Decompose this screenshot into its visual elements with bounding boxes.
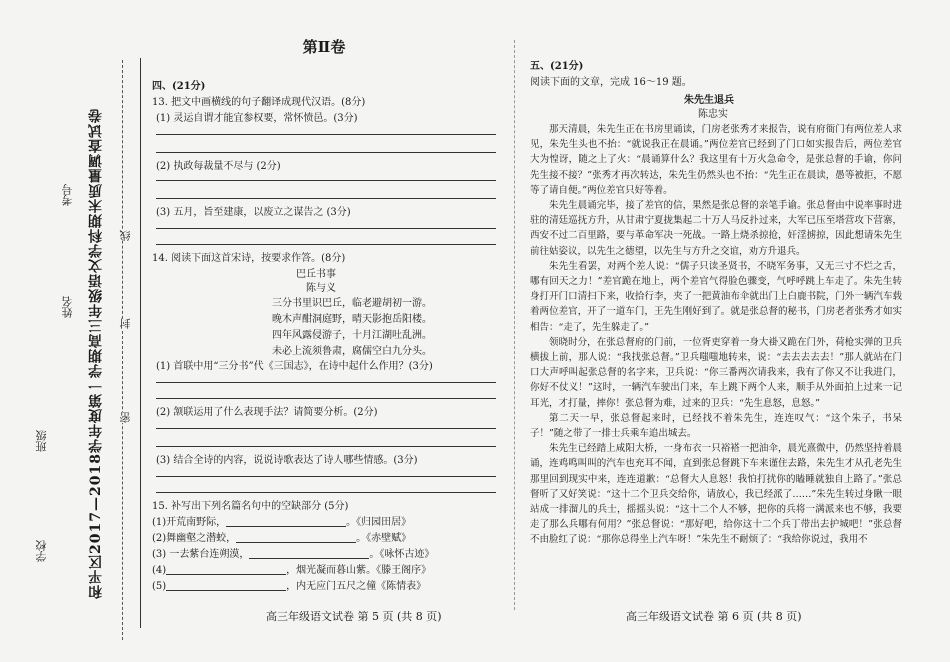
page-title: 第Ⅱ卷 <box>302 38 346 56</box>
fill-blank-line[interactable] <box>166 590 286 591</box>
answer-line[interactable] <box>156 428 496 429</box>
answer-line[interactable] <box>156 382 496 383</box>
question-15: 15. 补写出下列名篇名句中的空缺部分 (5分) <box>152 501 349 512</box>
section-five-heading: 五、(21分) <box>530 61 584 72</box>
poem-line: 未必上流须鲁肃，腐儒空白九分头。 <box>272 346 432 357</box>
question-13-1: (1) 灵运自谓才能宜参权要，常怀愤邑。(3分) <box>156 113 358 124</box>
article-paragraph: 朱先生已经踏上咸阳大桥，一身布衣一只裕褡一把油伞，晨光熹微中，仍然坚持着晨诵，连鸡鸣叫叫的汽车也充耳不闻，直到张总督跳下车来谨住去路，朱先生才从孔老先生那里回到现实中来，连连道歉：“总督大人息怒！我怕打扰你的瞌睡就独自上路了。”张总督听了又好笑说：“这十二个卫兵交给你，请放心，我已经派了……”朱先生转过身瞅一眼站成一排溜儿的兵士，摇摇头说：“这十二个人不够，把你的兵将一满派来也不够，我要走了那么兵哪有何用？”张总督说：“那好吧，给你这十二个兵丁带出去护城吧！”张总督不由脸红了说：“那你总得坐上汽车呀！”朱先生不耐烦了：“我给你说过，我用不 <box>530 443 902 546</box>
question-14-3: (3) 结合全诗的内容，说说诗歌表达了诗人哪些情感。(3分) <box>156 455 418 466</box>
left-page <box>148 0 500 662</box>
fill-blank-prefix: (3) 一去紫台连朔漠， <box>152 549 250 560</box>
question-13-2: (2) 执政每裁量不尽与 (2分) <box>156 161 281 172</box>
poem-line: 四年风露侵游子，十月江湖吐乱洲。 <box>272 330 432 341</box>
fill-blank-prefix: (1)开荒南野际， <box>152 517 227 528</box>
question-14-1: (1) 首联中用“三分书”代《三国志》，在诗中起什么作用？(3分) <box>156 361 433 372</box>
answer-line[interactable] <box>156 134 496 135</box>
fill-blank-item <box>152 532 411 545</box>
article-paragraph: 第二天一早，张总督起来时，已经找不着朱先生，连连叹气：“这个朱子，书呆子！”随之带了一排士兵乘车追出城去。 <box>530 412 902 440</box>
name-label: 姓名 <box>61 296 74 318</box>
reading-intro: 阅读下面的文章，完成 16～19 题。 <box>530 77 692 88</box>
exam-no-label: 考号 <box>61 184 74 206</box>
fill-blank-prefix: (5) <box>152 581 167 592</box>
article-paragraph: 朱先生看罢，对两个差人说：“儒子只读圣贤书，不晓军务事，又无三寸不烂之舌，哪有回天之力！”差官跪在地上，两个差官气得脸色骤变，气呼呼跳上车走了。朱先生转身打开门口清扫下来，收拾行李，夹了一把黄油布伞就出门上白鹿书院，门外一辆汽车载着两位差官，开了一道车门，王先生刚好到了。就是张总督的秘书，门房老者张秀才如实相告：“走了，先生躲走了。” <box>530 260 902 333</box>
fill-blank-item <box>152 580 426 593</box>
article-paragraph: 领晓时分，在张总督府的门前，一位胥吏穿着一身大褂又跪在门外，荷枪实弹的卫兵横拔上前，那人说：“我找张总督。”卫兵嗤嗤地转来，说：“去去去去去！”那人就站在门口大声呼叫起张总督的名字来，卫兵说：“你三番两次请我来，我有了你又不让我进门，你好不仗义！”这时，一辆汽车驶出门来，车上跳下两个人来，顺手从外面拍上过来一记耳光，才打量，摔你！张总督为难，过来的卫兵：“先生息怒，息怒。” <box>530 336 902 409</box>
fill-blank-item <box>152 516 411 529</box>
left-frame-line <box>140 58 141 628</box>
fill-blank-suffix: ，烟光凝而暮山紫。《滕王阁序》 <box>286 565 432 576</box>
fill-blank-suffix: ，内无应门五尺之僮《陈情表》 <box>286 581 427 592</box>
article-paragraph: 朱先生晨诵完毕，接了差官的信，果然是张总督的亲笔手谕。张总督由中说率事时进驻的清廷巡抚方升，从甘肃宁夏拢集起二十万人马反扑过来，大军已压至塔营攻下营寨，西安不过二百里路，要与革命军决一死战。一路上烧杀掠抢，奸淫掳掠，因此想请朱先生前往姑姿议，以先生之德望，以先生与方升之交谊，劝方升退兵。 <box>530 200 902 257</box>
poem-author: 陈与义 <box>306 283 336 294</box>
right-page <box>530 0 910 662</box>
fill-blank-item <box>152 564 431 577</box>
article-body <box>530 122 902 602</box>
binding-margin <box>0 0 140 662</box>
page-footer: 高三年级语文试卷 第 5 页 (共 8 页) <box>266 610 442 623</box>
answer-line[interactable] <box>156 180 496 181</box>
answer-line[interactable] <box>156 476 496 477</box>
poem-line: 晚木声酣洞庭野，晴天影抱岳阳楼。 <box>272 314 432 325</box>
page-footer: 高三年级语文试卷 第 6 页 (共 8 页) <box>626 610 802 623</box>
fill-blank-suffix: 。《赤壁赋》 <box>356 533 412 544</box>
fill-blank-line[interactable] <box>236 542 356 543</box>
school-label: 学校 <box>35 540 48 562</box>
fill-blank-line[interactable] <box>226 526 346 527</box>
answer-line[interactable] <box>156 492 496 493</box>
question-13-3: (3) 五月，旨至建康，以废立之谋告之 (3分) <box>156 207 351 218</box>
binding-dashed-line <box>122 60 123 640</box>
answer-line[interactable] <box>156 198 496 199</box>
answer-line[interactable] <box>156 244 496 245</box>
answer-line[interactable] <box>156 228 496 229</box>
fill-blank-suffix: 。《归园田居》 <box>346 517 412 528</box>
exam-title-vertical: 和平区2017—2018学年度第一学期高三年级语文学科期末质量调查试卷 <box>88 108 104 599</box>
answer-line[interactable] <box>156 398 496 399</box>
answer-line[interactable] <box>156 446 496 447</box>
question-13: 13. 把文中画横线的句子翻译成现代汉语。(8分) <box>152 97 366 108</box>
binding-mark-mi: 密 <box>119 412 132 423</box>
fill-blank-item <box>152 548 434 561</box>
question-14-2: (2) 颔联运用了什么表现手法？请简要分析。(2分) <box>156 407 378 418</box>
article-paragraph: 那天清晨，朱先生正在书房里诵读，门房老张秀才来报告，说有府衙门有两位差人求见，朱先生头也不抬：“就说我正在晨诵。”两位差官已经到了门口如实报告后，两位差官大为惶讶，随之上了火：“晨诵算什么？我这里有十万火急命令，是张总督的手谕，你问先生接不接？”张秀才再次转达，朱先生仍然头也不抬：“先生正在晨读，愚等被拒，不愿等了请自便。”两位差官只好等着。 <box>530 124 902 196</box>
article-title: 朱先生退兵 <box>684 95 734 106</box>
fill-blank-prefix: (4) <box>152 565 167 576</box>
fill-blank-line[interactable] <box>249 558 369 559</box>
fill-blank-prefix: (2)舞幽壑之潜蛟， <box>152 533 237 544</box>
binding-mark-feng: 封 <box>119 318 132 329</box>
question-14: 14. 阅读下面这首宋诗，按要求作答。(8分) <box>152 253 346 264</box>
class-label: 班级 <box>35 430 48 452</box>
article-author: 陈忠实 <box>698 109 728 120</box>
section-four-heading: 四、(21分) <box>152 81 206 92</box>
fill-blank-line[interactable] <box>166 574 286 575</box>
poem-title: 巴丘书事 <box>296 269 336 280</box>
fill-blank-suffix: 。《咏怀古迹》 <box>369 549 435 560</box>
center-divider <box>514 40 515 610</box>
binding-mark-xian: 线 <box>119 230 132 241</box>
answer-line[interactable] <box>156 152 496 153</box>
poem-line: 三分书里识巴丘，临老避胡初一游。 <box>272 298 432 309</box>
